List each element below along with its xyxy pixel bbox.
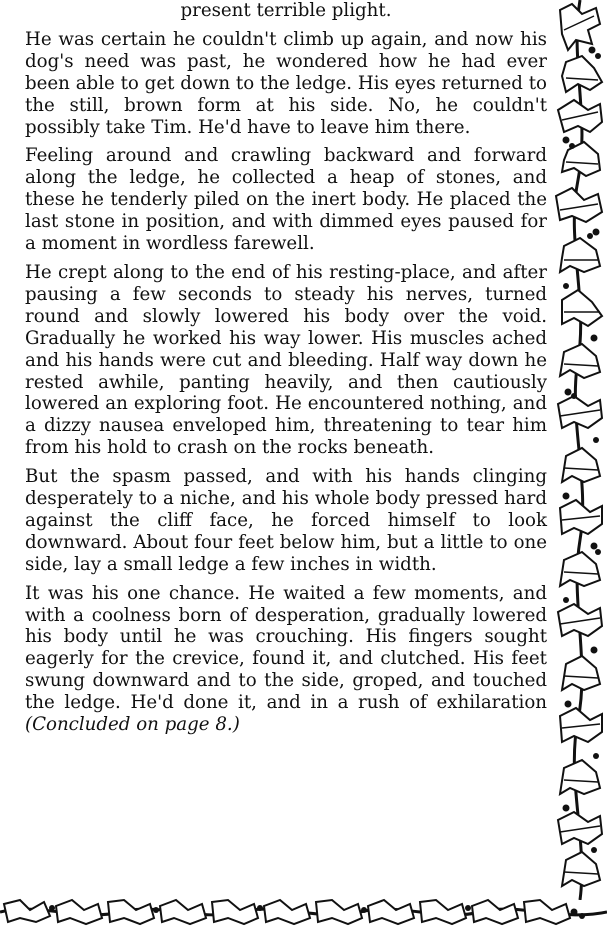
continuation-reference: (Concluded on page 8.) (25, 714, 240, 736)
paragraph-climb: He was certain he couldn't climb up again, and now his dog's need was past, he wondered how he had ever been able to get down to the ledge. His eyes returned to the still, brown form at his side. No, he couldn't possibly take Tim. He'd have to leave him there. (25, 28, 547, 138)
article-text-column (25, 0, 547, 736)
paragraph-chance-text: It was his one chance. He waited a few moments, and with a coolness born of desperation, gradually lowered his body until he was crouching. His fingers sought eagerly for the crevice, found it, and clutched. His feet swung downward and to the side, groped, and touched the ledge. He'd done it, and in a rush of exhilaration (25, 582, 547, 714)
paragraph-continued: present terrible plight. (180, 0, 392, 21)
paragraph-spasm: But the spasm passed, and with his hands clinging desperately to a niche, and his whole body pressed hard against the cliff face, he forced himself to look downward. About four feet below him, but a little to one side, lay a small ledge a few inches in width. (25, 466, 547, 575)
holly-vine-bottom-border-icon (0, 896, 607, 926)
paragraph-chance (25, 583, 547, 736)
holly-vine-border-icon (552, 0, 607, 900)
paragraph-stones: Feeling around and crawling backward and forward along the ledge, he collected a heap of stones, and these he tenderly piled on the inert body. He placed the last stone in position, and with dimmed eyes paused for a moment in wordless farewell. (25, 145, 547, 255)
paragraph-descent: He crept along to the end of his resting-place, and after pausing a few seconds to steady his nerves, turned round and slowly lowered his body over the void. Gradually he worked his way lower. His muscles ached and his hands were cut and bleeding. Half way down he rested awhile, panting heavily, and then cautiously lowered an exploring foot. He encountered nothing, and a dizzy nausea enveloped him, threatening to tear him from his hold to crash on the rocks beneath. (25, 261, 547, 459)
